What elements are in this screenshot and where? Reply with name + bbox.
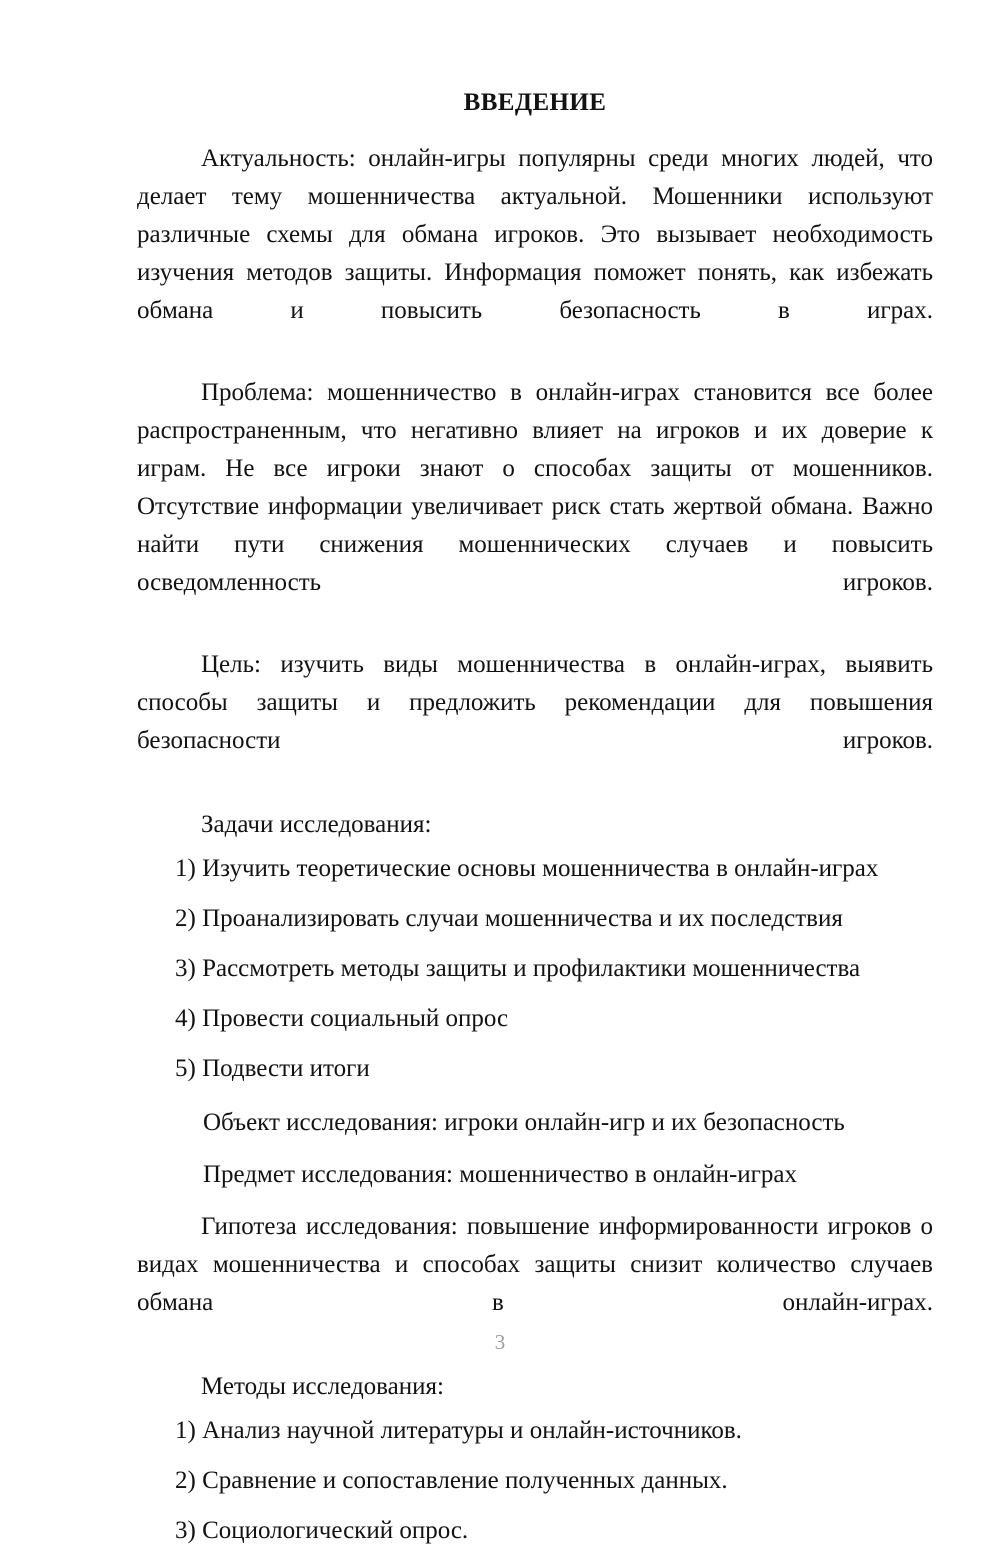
list-item: 5) Подвести итоги	[175, 1055, 370, 1082]
methods-list	[137, 1412, 933, 1550]
definition-subject: Предмет исследования: мошенничество в онлайн-играх	[203, 1161, 798, 1188]
methods-heading: Методы исследования:	[201, 1373, 444, 1400]
tasks-heading: Задачи исследования:	[201, 811, 432, 838]
paragraph-relevance: Актуальность: онлайн-игры популярны среди многих людей, что делает тему мошенничества актуальной. Мошенники используют различные схемы для обмана игроков. Это вызывает необходимость изучения методов защиты. Информация поможет понять, как избежать обмана и повысить безопасность в играх.	[137, 145, 933, 324]
list-item: 4) Провести социальный опрос	[175, 1005, 509, 1032]
page-number: 3	[494, 1330, 506, 1354]
definition-object: Объект исследования: игроки онлайн-игр и их безопасность	[203, 1109, 845, 1136]
tasks-list	[137, 850, 933, 1088]
paragraph-goal: Цель: изучить виды мошенничества в онлайн-играх, выявить способы защиты и предложить рекомендации для повышения безопасности игроков.	[137, 651, 933, 754]
page-title: ВВЕДЕНИЕ	[463, 89, 607, 116]
list-item: 1) Изучить теоретические основы мошенничества в онлайн-играх	[175, 855, 879, 882]
list-item: 3) Рассмотреть методы защиты и профилактики мошенничества	[175, 955, 861, 982]
list-item: 2) Сравнение и сопоставление полученных данных.	[175, 1467, 728, 1494]
list-item: 1) Анализ научной литературы и онлайн-источников.	[175, 1417, 742, 1444]
paragraph-hypothesis: Гипотеза исследования: повышение информированности игроков о видах мошенничества и способах защиты снизит количество случаев обмана в онлайн-играх.	[137, 1213, 933, 1316]
list-item: 2) Проанализировать случаи мошенничества и их последствия	[175, 905, 843, 932]
list-item: 3) Социологический опрос.	[175, 1517, 469, 1544]
paragraph-problem: Проблема: мошенничество в онлайн-играх становится все более распространенным, что негативно влияет на игроков и их доверие к играм. Не все игроки знают о способах защиты от мошенников. Отсутствие информации увеличивает риск стать жертвой обмана. Важно найти пути снижения мошеннических случаев и повысить осведомленность игроков.	[137, 379, 933, 596]
